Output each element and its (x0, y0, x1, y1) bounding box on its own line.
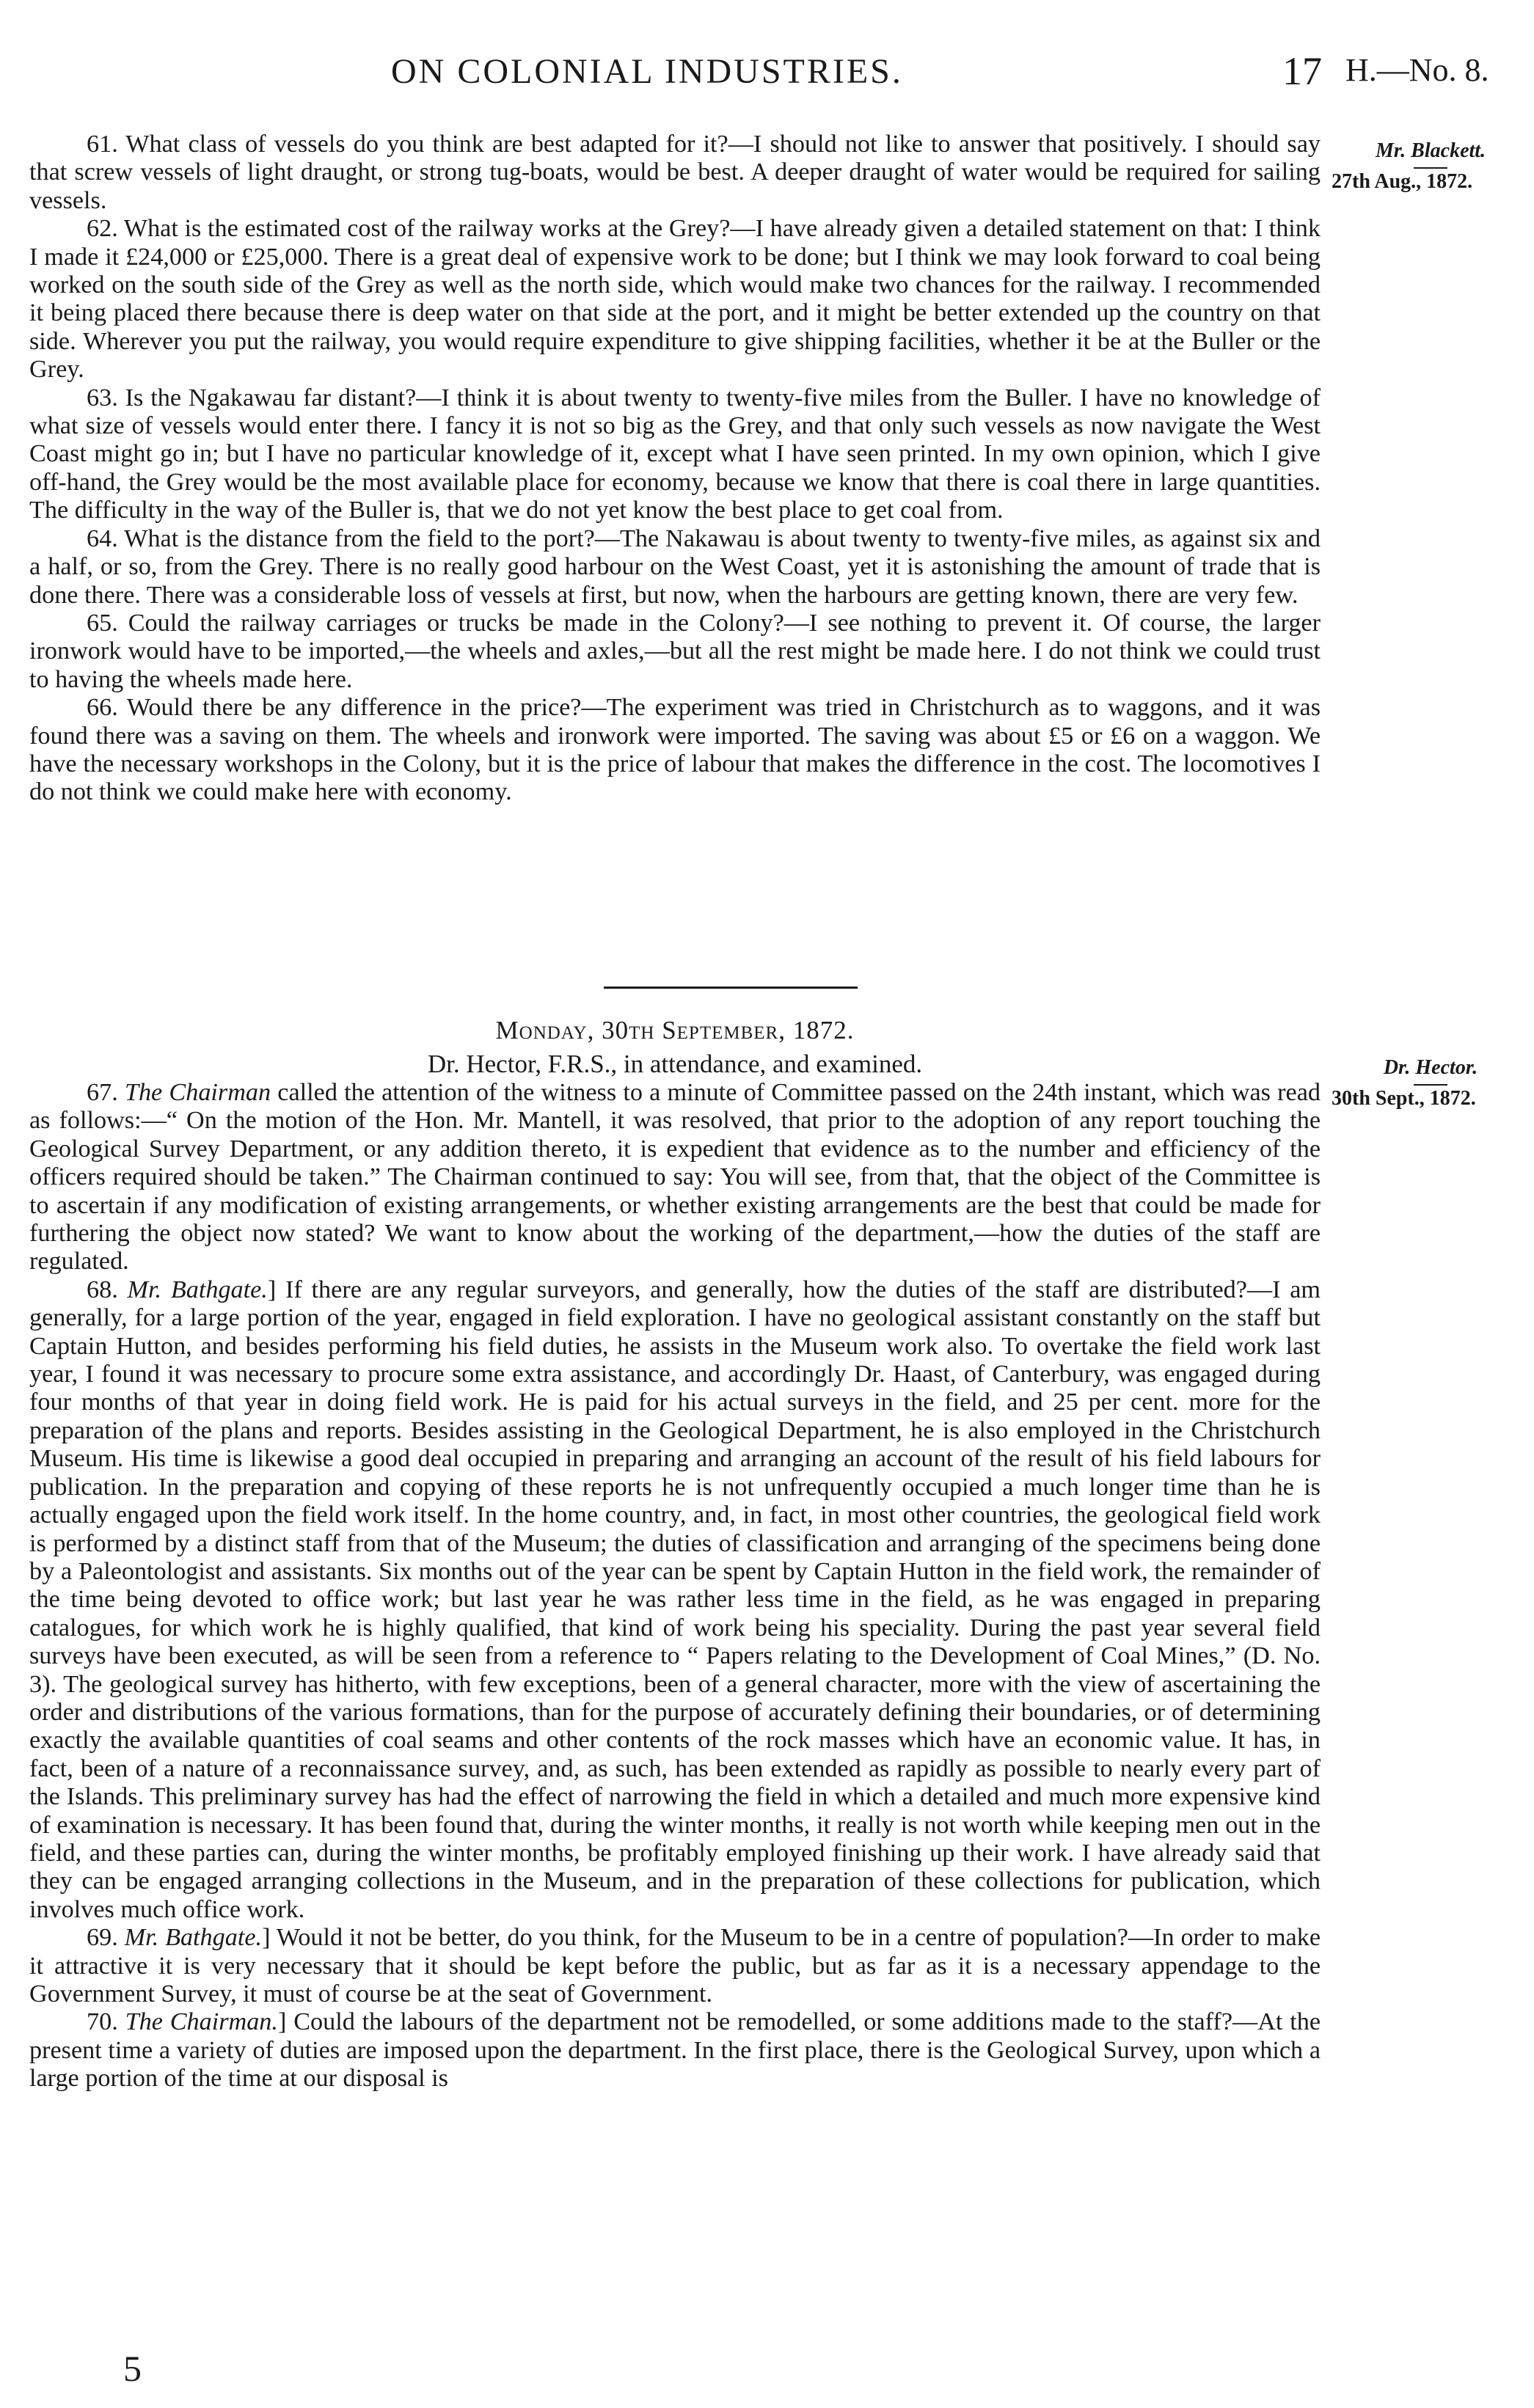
speaker: Mr. Bathgate. (124, 1924, 263, 1952)
paragraph-text: Would it not be better, do you think, for the Museum to be in a centre of population?—In order to make it attractive it is very necessary that it should be kept before the public, but as far as it is a necessary appendage to the Government Survey, it must of course be at the seat of Government. (29, 1924, 1321, 2008)
question-number: 68. (87, 1276, 118, 1303)
margin-rule (1414, 1084, 1447, 1086)
paragraph-62: 62. What is the estimated cost of the railway works at the Grey?—I have already given a detailed statement on that: I think I made it £24,000 or £25,000. There is a great deal of expensive work to be done; but I think we may look forward to coal being worked on the south side of the Grey as well as the north side, which would make two chances for the railway. I recommended it being placed there because there is deep water on that side at the port, and it might be better extended up the country on that side. Wherever you put the railway, you would require expenditure to give shipping facilities, whether it be at the Buller or the Grey. (29, 215, 1321, 384)
paragraph-69: 69. Mr. Bathgate.] Would it not be better, do you think, for the Museum to be in a centre of population?—In order to make it attractive it is very necessary that it should be kept before the public, but as far as it is a necessary appendage to the Government Survey, it must of course be at the seat of Government. (29, 1924, 1321, 2008)
margin-date: 27th Aug., 1872. (1332, 170, 1473, 193)
paragraph-70: 70. The Chairman.] Could the labours of the department not be remodelled, or some additions made to the staff?—At the present time a variety of duties are imposed upon the department. In the first place, there is the Geological Survey, upon which a large portion of the time at our disposal is (29, 2008, 1321, 2093)
margin-witness-name: Dr. Hector. (1383, 1056, 1478, 1079)
witness-line: Dr. Hector, F.R.S., in attendance, and examined. (427, 1050, 923, 1078)
paragraph-61: 61. What class of vessels do you think are best adapted for it?—I should not like to answer that positively. I should say that screw vessels of light draught, or strong tug-boats, would be best. A deeper draught of water would be required for sailing vessels. (29, 131, 1321, 214)
speaker: The Chairman. (125, 2008, 278, 2036)
session-section (29, 1016, 1321, 2093)
paragraph-63: 63. Is the Ngakawau far distant?—I think it is about twenty to twenty-five miles from the Buller. I have no knowledge of what size of vessels would enter there. I fancy it is not so big as the Grey, and that only such vessels as now navigate the West Coast might go in; but I have no particular knowledge of it, except what I have seen printed. In my own opinion, which I give off-hand, the Grey would be the most available place for economy, because we know that there is coal there in large quantities. The difficulty in the way of the Buller is, that we do not yet know the best place to get coal from. (29, 384, 1321, 524)
page-header (0, 51, 1534, 103)
margin-witness-name: Mr. Blackett. (1375, 139, 1486, 162)
session-date: Monday, 30th September, 1872. (495, 1016, 855, 1044)
section-divider (604, 987, 858, 989)
speaker: The Chairman (124, 1079, 271, 1106)
page-number: 17 (1282, 49, 1322, 93)
paragraph-64: 64. What is the distance from the field to the port?—The Nakawau is about twenty to twenty-five miles, as against six and a half, or so, from the Grey. There is no really good harbour on the West Coast, yet it is astonishing the amount of trade that is done there. There was a considerable loss of vessels at first, but now, when the harbours are getting known, there are very few. (29, 524, 1321, 609)
document-number: H.—No. 8. (1345, 52, 1489, 88)
document-body (29, 131, 1321, 807)
paragraph-text: called the attention of the witness to a minute of Committee passed on the 24th instant, which was read as follows:—“ On the motion of the Hon. Mr. Mantell, it was resolved, that prior to the adoption of any report touching the Geological Survey Department, or any addition thereto, it is expedient that evidence as to the number and efficiency of the officers required should be taken.” The Chairman continued to say: You will see, from that, that the object of the Committee is to ascertain if any modification of existing arrangements, or whether existing arrangements are the best that could be made for furthering the object now stated? We want to know about the working of the department,—how the duties of the staff are regulated. (29, 1079, 1321, 1276)
question-number: 70. (87, 2008, 118, 2036)
paragraph-68: 68. Mr. Bathgate.] If there are any regular surveyors, and generally, how the duties of the staff are distributed?—I am generally, for a large portion of the year, engaged in field exploration. I have no geological assistant constantly on the staff but Captain Hutton, and besides performing his field duties, he assists in the Museum work also. To overtake the field work last year, I found it was necessary to procure some extra assistance, and accordingly Dr. Haast, of Canterbury, was engaged during four months of that year in doing field work. He is paid for his actual surveys in the field, and 25 per cent. more for the preparation of the plans and reports. Besides assisting in the Geological Department, he is also employed in the Christchurch Museum. His time is likewise a good deal occupied in preparing and arranging an account of the result of his field labours for publication. In the preparation and copying of these reports he is not unfrequently occupied a much longer time than he is actually engaged upon the field work itself. In the home country, and, in fact, in most other countries, the geological field work is performed by a distinct staff from that of the Museum; the duties of classification and arranging of the specimens being done by a Paleontologist and assistants. Six months out of the year can be spent by Captain Hutton in the field work, the remainder of the time being devoted to office work; but last year he was rather less time in the field, as he was engaged in preparing catalogues, for which work he is highly qualified, that kind of work being his speciality. During the past year several field surveys have been executed, as will be seen from a reference to “ Papers relating to the Development of Coal Mines,” (D. No. 3). The geological survey has hitherto, with few exceptions, been of a general character, more with the view of ascertaining the order and distributions of the various formations, than for the purpose of accurately defining their boundaries, or of determining exactly the available quantities of coal seams and other contents of the rock masses which have an economic value. It has, in fact, been of a nature of a reconnaissance survey, and, as such, has been extended as rapidly as possible to nearly every part of the Islands. This preliminary survey has had the effect of narrowing the field in which a detailed and much more expensive kind of examination is necessary. It has been found that, during the winter months, it really is not worth while keeping men out in the field, and these parties can, during the winter months, be profitably employed finishing up their work. I have already said that they can be engaged arranging collections in the Museum, and in the preparation of these collections for publication, which involves much office work. (29, 1276, 1321, 1923)
page-title: ON COLONIAL INDUSTRIES. (391, 52, 903, 91)
question-number: 69. (87, 1924, 118, 1952)
margin-date: 30th Sept., 1872. (1332, 1087, 1476, 1110)
margin-note-blackett (1332, 139, 1530, 194)
signature-mark: 5 (123, 2348, 142, 2389)
paragraph-65: 65. Could the railway carriages or trucks be made in the Colony?—I see nothing to prevent it. Of course, the larger ironwork would have to be imported,—the wheels and axles,—but all the rest might be made here. I do not think we could trust to having the wheels made here. (29, 609, 1321, 693)
margin-note-hector (1332, 1056, 1530, 1110)
paragraph-text: If there are any regular surveyors, and generally, how the duties of the staff are distributed?—I am generally, for a large portion of the year, engaged in field exploration. I have no geological assistant constantly on the staff but Captain Hutton, and besides performing his field duties, he assists in the Museum work also. To overtake the field work last year, I found it was necessary to procure some extra assistance, and accordingly Dr. Haast, of Canterbury, was engaged during four months of that year in doing field work. He is paid for his actual surveys in the field, and 25 per cent. more for the preparation of the plans and reports. Besides assisting in the Geological Department, he is also employed in the Christchurch Museum. His time is likewise a good deal occupied in preparing and arranging an account of the result of his field labours for publication. In the preparation and copying of these reports he is not unfrequently occupied a much longer time than he is actually engaged upon the field work itself. In the home country, and, in fact, in most other countries, the geological field work is performed by a distinct staff from that of the Museum; the duties of classification and arranging of the specimens being done by a Paleontologist and assistants. Six months out of the year can be spent by Captain Hutton in the field work, the remainder of the time being devoted to office work; but last year he was rather less time in the field, as he was engaged in preparing catalogues, for which work he is highly qualified, that kind of work being his speciality. During the past year several field surveys have been executed, as will be seen from a reference to “ Papers relating to the Development of Coal Mines,” (D. No. 3). The geological survey has hitherto, with few exceptions, been of a general character, more with the view of ascertaining the order and distributions of the various formations, than for the purpose of accurately defining their boundaries, or of determining exactly the available quantities of coal seams and other contents of the rock masses which have an economic value. It has, in fact, been of a nature of a reconnaissance survey, and, as such, has been extended as rapidly as possible to nearly every part of the Islands. This preliminary survey has had the effect of narrowing the field in which a detailed and much more expensive kind of examination is necessary. It has been found that, during the winter months, it really is not worth while keeping men out in the field, and these parties can, during the winter months, be profitably employed finishing up their work. I have already said that they can be engaged arranging collections in the Museum, and in the preparation of these collections for publication, which involves much office work. (29, 1276, 1321, 1923)
paragraph-66: 66. Would there be any difference in the price?—The experiment was tried in Christchurch as to waggons, and it was found there was a saving on them. The wheels and ironwork were imported. The saving was about £5 or £6 on a waggon. We have the necessary workshops in the Colony, but it is the price of labour that makes the difference in the cost. The locomotives I do not think we could make here with economy. (29, 694, 1321, 806)
margin-rule (1414, 167, 1447, 169)
paragraph-text: Could the labours of the department not be remodelled, or some additions made to the staff?—At the present time a variety of duties are imposed upon the department. In the first place, there is the Geological Survey, upon which a large portion of the time at our disposal is (29, 2008, 1321, 2093)
speaker: Mr. Bathgate. (127, 1276, 268, 1303)
question-number: 67. (87, 1079, 118, 1106)
paragraph-67 (29, 1079, 1321, 1276)
